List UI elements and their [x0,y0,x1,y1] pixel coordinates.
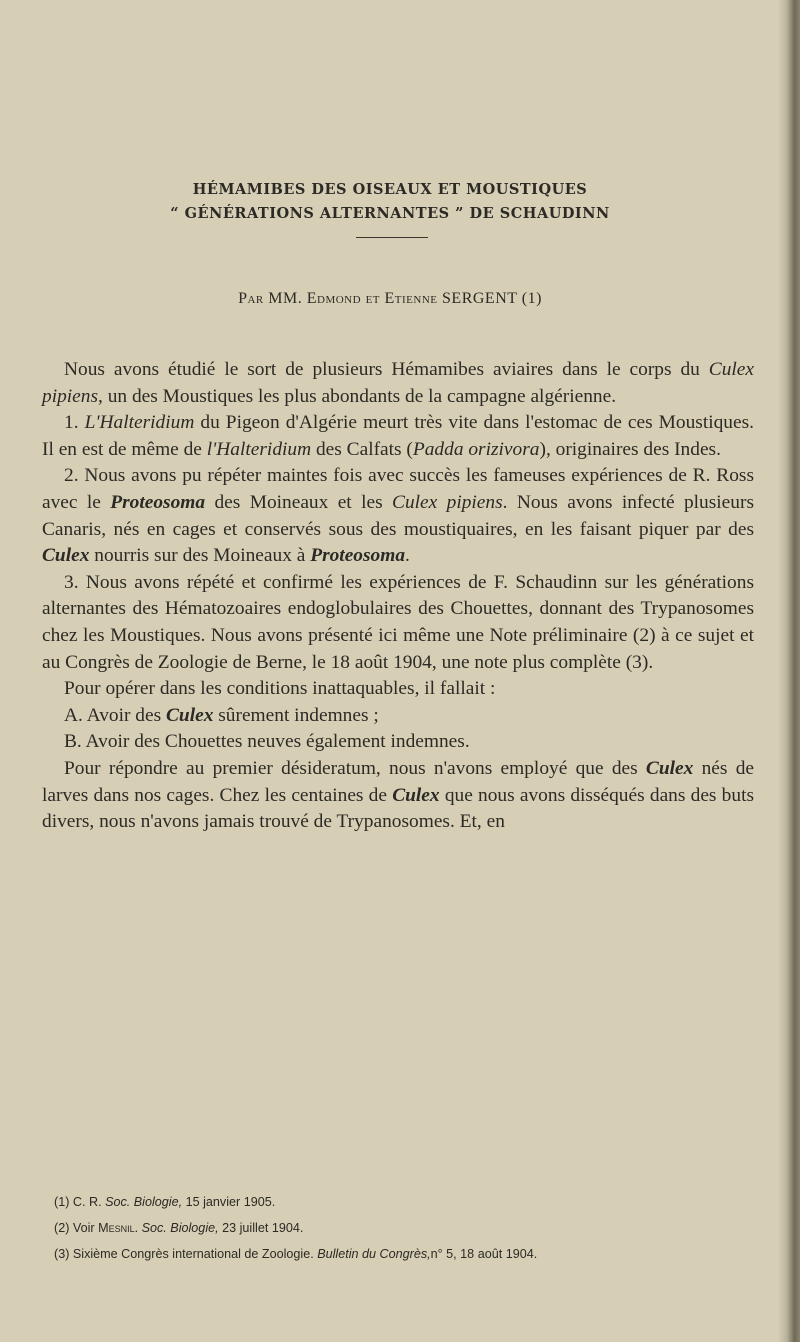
text-run: A. Avoir des [64,704,166,726]
paragraph-2 [42,463,754,569]
authors-line [100,290,680,308]
paragraph-condition-a [42,703,754,730]
page-edge [778,0,800,1342]
journal-name: Soc. Biologie, [105,1195,183,1209]
author-name: Mesnil. [98,1221,139,1235]
paragraph-1 [42,410,754,463]
footnote-1 [54,1189,764,1215]
species-name: Culex pipiens [392,491,503,513]
paragraph-response [42,756,754,836]
paragraph-3: 3. Nous avons répété et confirmé les expériences de F. Schaudinn sur les générations alternantes des Hématozoaires endoglobulaires des Chouettes, donnant des Trypanosomes chez les Moustiques. Nous avons présenté ici même une Note préliminaire (2) à ce sujet et au Congrès de Zoologie de Berne, le 18 août 1904, une note plus complète (3). [42,571,754,673]
text-run: (1) C. R. [54,1195,106,1209]
text-run: des Moineaux et les [205,491,393,513]
species-name: Padda orizivora [412,438,540,460]
text-run: sûrement indemnes ; [213,704,379,726]
text-run: 2. Nous avons pu répéter maintes fois avec succès les fameuses expériences de R. Ross avec le [42,465,754,513]
article-body [42,357,754,836]
text-run: . Nous avons infecté plusieurs Canaris, nés en cages et conservés sous des moustiquaires, en les faisant piquer par des [42,491,754,540]
paragraph-condition-b: B. Avoir des Chouettes neuves également indemnes. [64,731,470,753]
footnotes [54,1189,764,1267]
title-rule [356,237,428,238]
text-run: nourris sur des Moineaux à [89,545,311,567]
species-name: Culex [392,784,440,806]
text-run: 15 janvier 1905. [182,1195,276,1209]
journal-name: Soc. Biologie, [138,1221,219,1235]
footnote-2 [54,1215,764,1241]
title-line-1: HÉMAMIBES DES OISEAUX ET MOUSTIQUES [192,181,588,198]
author-note-ref: (1) [521,290,542,307]
text-run: du Pigeon d'Algérie meurt très vite dans l'estomac de ces Moustiques. Il en est de même de [42,412,755,460]
text-run: que nous avons disséqués dans des buts divers, nous n'avons jamais trouvé de Trypanosomes. Et, en [42,784,755,833]
text-run: , un des Moustiques les plus abondants de la campagne algérienne. [98,385,617,407]
authors-prefix: Par MM. [238,290,303,307]
authors-and: et [365,290,381,307]
author-surname: SERGENT [442,290,518,307]
species-name: Culex [42,545,90,567]
species-name: Proteosoma [310,545,406,567]
text-run: nés de larves dans nos cages. Chez les centaines de [42,757,754,806]
paragraph-conditions: Pour opérer dans les conditions inattaquables, il fallait : [64,678,496,700]
species-name: L'Halteridium [84,412,195,434]
text-run: 1. [64,412,85,434]
species-name: Culex [645,757,694,779]
species-name: Proteosoma [110,491,206,513]
text-run: des Calfats ( [311,438,413,460]
author-first-name: Edmond [306,290,362,307]
text-run: (2) Voir [54,1221,99,1235]
text-run: n° 5, 18 août 1904. [430,1247,538,1261]
text-run: ), originaires des Indes. [539,438,721,460]
text-run: . [405,545,410,567]
title-line-2: “ GÉNÉRATIONS ALTERNANTES ” DE SCHAUDINN [170,205,610,222]
footnote-3 [54,1241,764,1267]
text-run: (3) Sixième Congrès international de Zoologie. [54,1247,318,1261]
species-name: l'Halteridium [206,438,312,460]
text-run: Nous avons étudié le sort de plusieurs Hémamibes aviaires dans le corps du [64,359,709,380]
species-name: Culex pipiens [42,359,754,407]
species-name: Culex [165,704,214,726]
paragraph-intro [42,357,754,410]
text-run: Pour répondre au premier désideratum, nous n'avons employé que des [64,757,646,779]
journal-name: Bulletin du Congrès, [317,1247,431,1261]
text-run: 23 juillet 1904. [218,1221,304,1235]
author-second-name: Etienne [384,290,438,307]
